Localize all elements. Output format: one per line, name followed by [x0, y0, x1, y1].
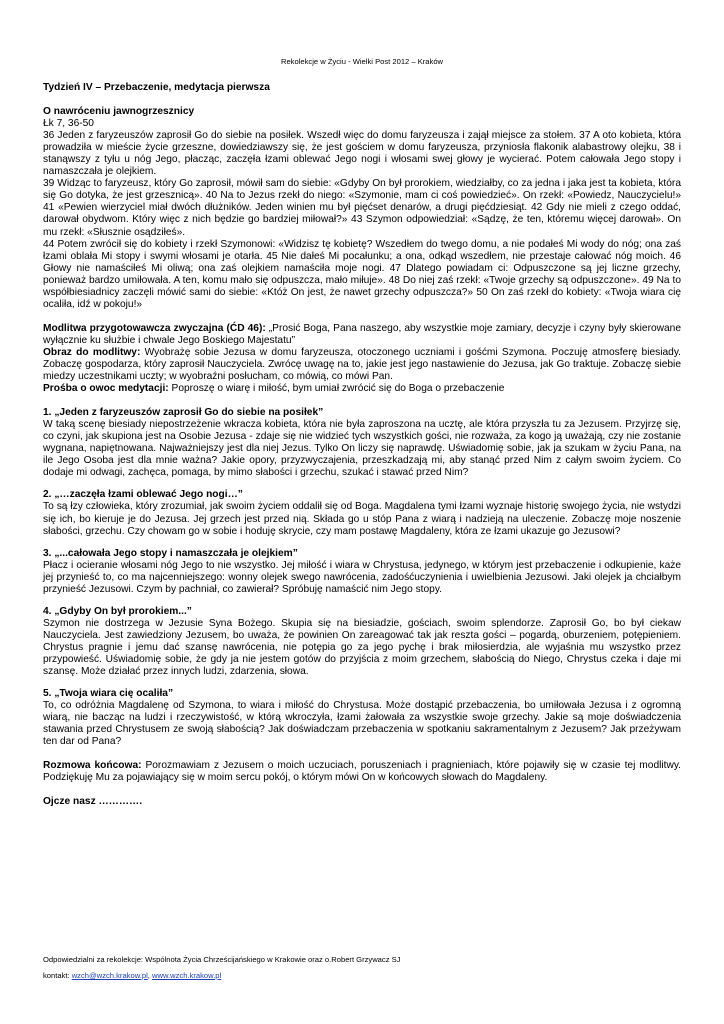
- point-1-text: W taką scenę biesiady niepostrzeżenie wkracza kobieta, która nie była zaproszona na ucztę, ale która przyszła tu za Jezusem. Przyjrzę się, co czyni, jak skupiona jest na Osobie Jezusa - zdaje się nie widzieć tych wszystkich gości, nie rozważa, za kogo ją uważają, czy nie zostanie wygnana, napiętnowana. Najważniejszy jest dla niej Jezus. Tylko On liczy się naprawdę. Uświadomię sobie, jak ja szukam w życiu Pana, na ile Jego Osoba jest dla mnie ważna? Jakie opory, przyzwyczajenia, przeszkadzają mi, aby stanąć przed Nim z całym swoim życiem. Co dodaje mi odwagi, zachęca, pomaga, by mimo słabości i grzechu, szukać i stawać przed Nim?: [43, 419, 681, 479]
- preparatory-prayer-label: Modlitwa przygotowawcza zwyczajna (ĆD 46):: [43, 322, 266, 334]
- reading-paragraph-2: 39 Widząc to faryzeusz, który Go zaprosił, mówił sam do siebie: «Gdyby On był prorokiem, wiedziałby, co za jedna i jaka jest ta kobieta, która się Go dotyka, że jest grzesznicą». 40 Na to Jezus rzekł do niego: «Szymonie, mam ci coś powiedzieć». On rzekł: «Powiedz, Nauczycielu!» 41 «Pewien wierzyciel miał dwóch dłużników. Jeden winien mu był pięćset denarów, a drugi pięćdziesiąt. 42 Gdy nie mieli z czego oddać, darował obydwom. Który więc z nich będzie go bardziej miłował?» 43 Szymon odpowiedział: «Sądzę, że ten, któremu więcej darował». On mu rzekł: «Słusznie osądziłeś».: [43, 178, 681, 238]
- prayer-scene-text: Wyobrażę sobie Jezusa w domu faryzeusza, otoczonego uczniami i gośćmi Szymona. Poczuję atmosferę biesiady. Zobaczę gospodarza, który zaprosił Nauczyciela. Zwrócę uwagę na to, jakie jest jego nastawienie do Jezusa, jak Go traktuje. Zobaczę siebie miedzy uczestnikami uczty; w wyobraźni posłucham, co mówią, co mówi Pan.: [43, 346, 681, 383]
- footer-responsible: Odpowiedzialni za rekolekcje: Wspólnota Życia Chrześcijańskiego w Krakowie oraz o.Robert Grzywacz SJ: [43, 955, 401, 964]
- point-3-text: Płacz i ocieranie włosami nóg Jego to nie wszystko. Jej miłość i wiara w Chrystusa, jedynego, w którym jest przebaczenie i odkupienie, każe jej przynieść to, co ma najcenniejszego: wonny olejek swego nawrócenia, zadośćuczynienia i uwielbienia Jezusowi. Jaki olejek ja chciałbym przynieść Jezusowi. Czym by pachniał, co zawierał? Spróbuję namaścić nim Jego stopy.: [43, 559, 681, 595]
- contact-separator: ,: [147, 971, 153, 980]
- point-1-heading: 1. „Jeden z faryzeuszów zaprosił Go do siebie na posiłek”: [43, 407, 324, 419]
- footer-contact: [43, 971, 681, 981]
- closing-colloquy-label: Rozmowa końcowa:: [43, 760, 142, 772]
- our-father: Ojcze nasz ………….: [43, 796, 143, 808]
- page-header: Rekolekcje w Życiu - Wielki Post 2012 – Kraków: [280, 57, 444, 66]
- point-4-heading: 4. „Gdyby On był prorokiem...”: [43, 605, 192, 617]
- document-body: [43, 82, 681, 808]
- fruit-request-label: Prośba o owoc medytacji:: [43, 383, 169, 395]
- point-3-heading: 3. „...całowała Jego stopy i namaszczała je olejkiem”: [43, 547, 298, 559]
- reading-heading: O nawróceniu jawnogrzesznicy: [43, 106, 195, 118]
- prayer-scene: [43, 347, 681, 383]
- point-2-heading: 2. „…zaczęła łzami oblewać Jego nogi…”: [43, 489, 243, 501]
- page-footer: [43, 955, 681, 981]
- point-4-text: Szymon nie dostrzega w Jezusie Syna Bożego. Skupia się na biesiadzie, gościach, swoim splendorze. Zaprosił Go, bo był ciekaw Nauczyciela. Jest zawiedziony Jezusem, bo uważa, że powinien On zareagować tak jak reszta gości – pogardą, oburzeniem, potępieniem. Chrystus pragnie i jemu dać szansę nawrócenia, nie potępia go za jego pychę i brak miłosierdzia, ale wyjaśnia mu wszystko przez przypowieść. Uświadomię sobie, że gdy ja nie jestem gotów do przyjścia z moim grzechem, słabością do Niego, Chrystus czeka i daje mi szansę. Może działać przez innych ludzi, zdarzenia, słowa.: [43, 617, 681, 678]
- reading-paragraph-1: 36 Jeden z faryzeuszów zaprosił Go do siebie na posiłek. Wszedł więc do domu faryzeusza i zajął miejsce za stołem. 37 A oto kobieta, która prowadziła w mieście życie grzeszne, dowiedziawszy się, że jest gościem w domu faryzeusza, przyniosła flakonik alabastrowy olejku, 38 i stanąwszy z tyłu u nóg Jego, płacząc, zaczęła łzami oblewać Jego nogi i włosami swej głowy je wycierać. Potem całowała Jego stopy i namaszczała je olejkiem.: [43, 130, 681, 178]
- reading-reference: Łk 7, 36-50: [43, 118, 94, 130]
- reading-paragraph-3: 44 Potem zwrócił się do kobiety i rzekł Szymonowi: «Widzisz tę kobietę? Wszedłem do twego domu, a nie podałeś Mi wody do nóg; ona zaś łzami oblała Mi stopy i swymi włosami je otarła. 45 Nie dałeś Mi pocałunku; a ona, odkąd wszedłem, nie przestaje całować nóg moich. 46 Głowy nie namaściłeś Mi oliwą; ona zaś olejkiem namaściła moje nogi. 47 Dlatego powiadam ci: Odpuszczone są jej liczne grzechy, ponieważ bardzo umiłowała. A ten, komu mało się odpuszcza, mało miłuje». 48 Do niej zaś rzekł: «Twoje grzechy są odpuszczone». 49 Na to współbiesiadnicy zaczęli mówić sami do siebie: «Któż On jest, że nawet grzechy odpuszcza?» 50 On zaś rzekł do kobiety: «Twoja wiara cię ocaliła, idź w pokoju!»: [43, 238, 681, 310]
- point-5-text: To, co odróżnia Magdalenę od Szymona, to wiara i miłość do Chrystusa. Może dostąpić przebaczenia, bo umiłowała Jezusa i z ogromną wiarą, nie bacząc na ludzi i rzeczywistość, w którą wkroczyła, łzami żałowała za wszystkie swoje grzechy. Jakie są moje doświadczenia stawania przed Chrystusem ze swoją słabością? Jak doświadczam przebaczenia w spotkaniu sakramentalnym z Jezusem? Jak przeżywam ten dar od Pana?: [43, 700, 681, 748]
- email-link[interactable]: wzch@wzch.krakow.pl: [71, 971, 148, 980]
- website-link[interactable]: www.wzch.krakow.pl: [152, 971, 222, 980]
- point-2-text: To są łzy człowieka, który zrozumiał, jak swoim życiem oddalił się od Boga. Magdalena tymi łzami wyznaje historię swojego życia, nie wstydzi się ich, bo kieruje je do Jezusa. Jej grzech jest przed nią. Składa go u stóp Pana z wiarą i nadzieją na uleczenie. Zobaczę moje noszenie słabości, grzechu. Czy chowam go w sobie i hoduję skrycie, czy mam postawę Magdaleny, która ze łzami ukazuje go Jezusowi?: [43, 501, 681, 537]
- closing-colloquy-text: Porozmawiam z Jezusem o moich uczuciach, poruszeniach i pragnieniach, które pojawiły się w czasie tej modlitwy. Podziękuję Mu za pojawiający się w moim sercu pokój, o którym mówi On w końcowych słowach do Magdaleny.: [43, 760, 681, 784]
- preparatory-prayer: [43, 323, 681, 347]
- point-5-heading: 5. „Twoja wiara cię ocaliła”: [43, 688, 174, 700]
- preparatory-prayer-text: „Prosić Boga, Pana naszego, aby wszystkie moje zamiary, decyzje i czyny były skierowane wyłącznie ku służbie i chwale Jego Boskiego Majestatu”: [43, 322, 681, 346]
- fruit-request-text: Poproszę o wiarę i miłość, bym umiał zwrócić się do Boga o przebaczenie: [168, 383, 505, 395]
- document-title: Tydzień IV – Przebaczenie, medytacja pierwsza: [43, 82, 270, 93]
- prayer-scene-label: Obraz do modlitwy:: [43, 346, 141, 358]
- contact-label: kontakt:: [43, 971, 72, 980]
- fruit-request: [43, 383, 681, 395]
- closing-colloquy: [43, 760, 681, 784]
